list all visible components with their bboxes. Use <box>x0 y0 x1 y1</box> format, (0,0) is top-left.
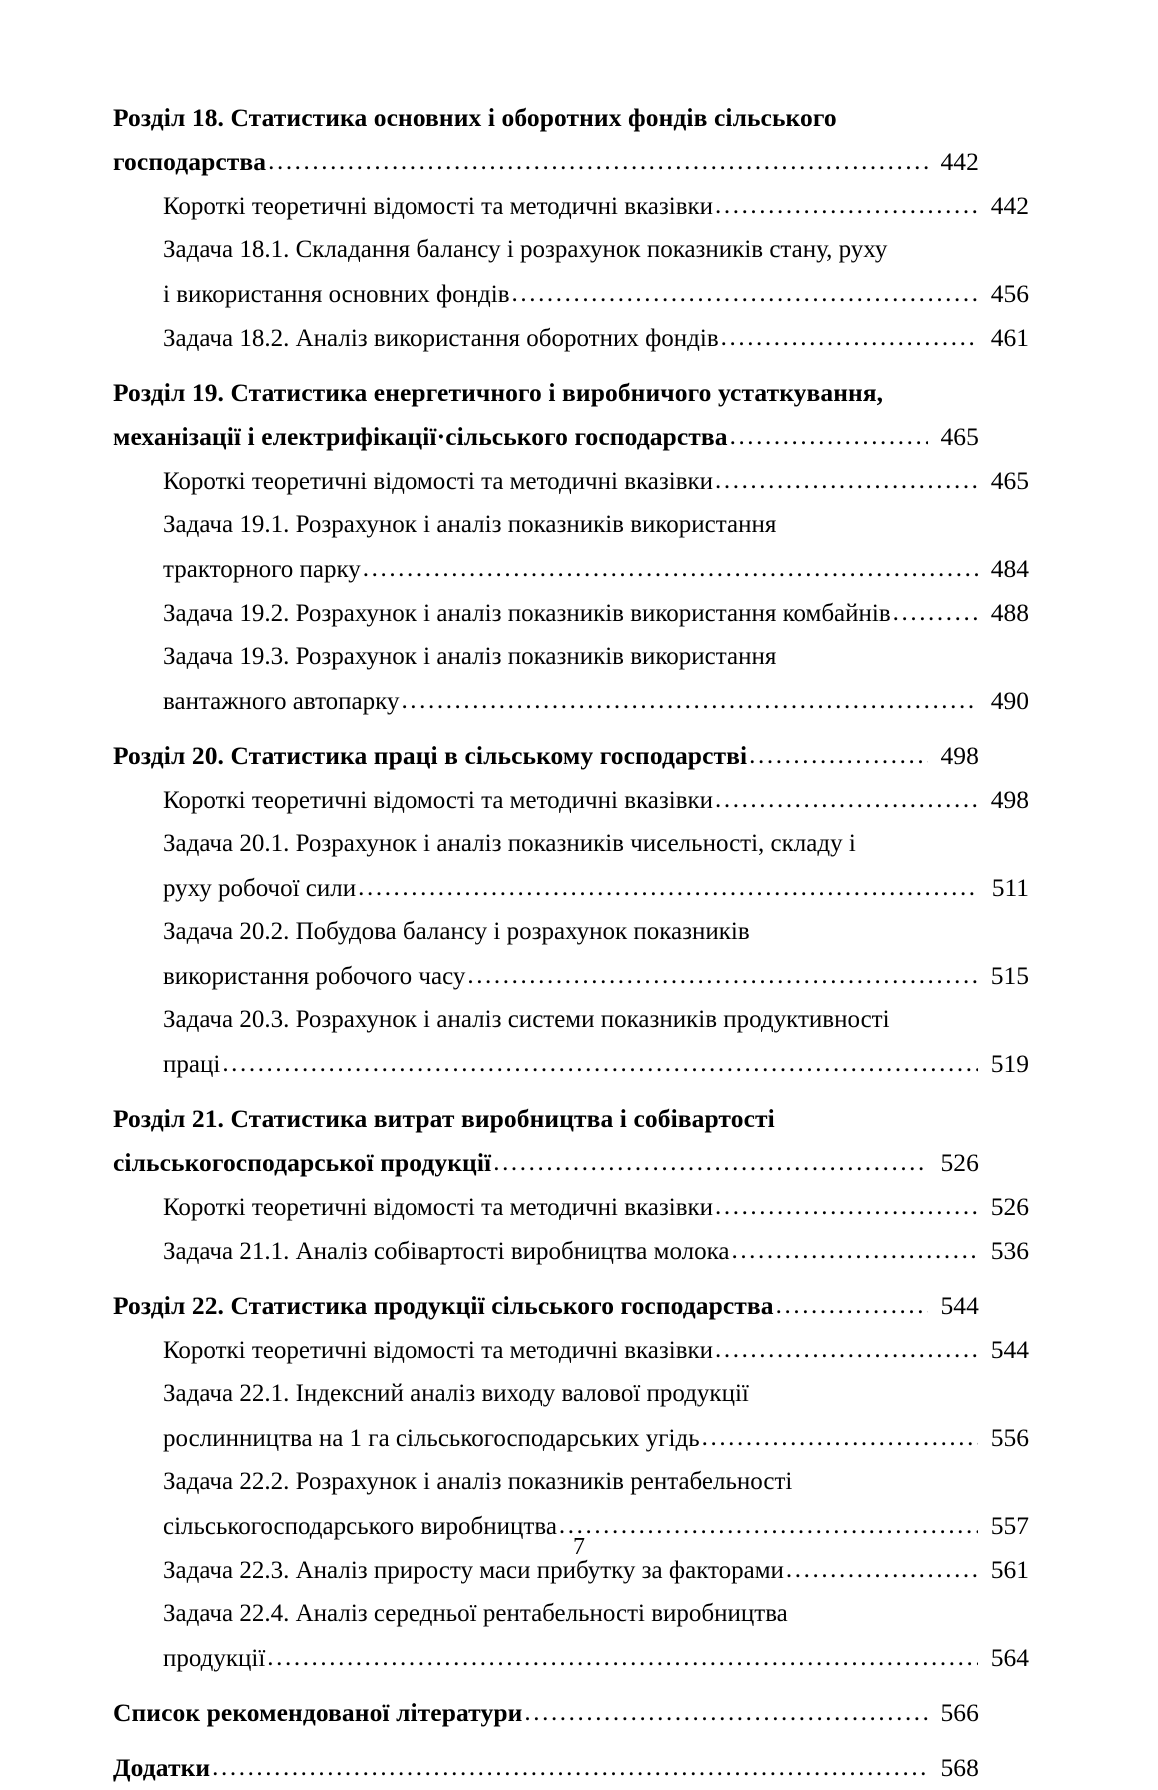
toc-entry-line <box>163 1592 1029 1636</box>
toc-page-number: 544 <box>990 1335 1029 1364</box>
toc-entry-title: руху робочої сили <box>163 875 357 902</box>
toc-entry-title: Задача 18.2. Аналіз використання оборотних фондів <box>163 325 719 352</box>
dot-leader <box>715 184 978 228</box>
toc-entry-title: Задача 18.1. Складання балансу і розрахунок показників стану, руху <box>163 236 888 263</box>
toc-subsection-entry[interactable] <box>113 998 1029 1086</box>
toc-entry-line <box>163 778 1029 822</box>
toc-entry-line <box>163 1460 1029 1504</box>
toc-entry-title: Задача 22.1. Індексний аналіз виходу валової продукції <box>163 1380 749 1407</box>
toc-entry-title: тракторного парку <box>163 556 361 583</box>
toc-page-number: 544 <box>940 1291 979 1320</box>
dot-leader <box>524 1691 928 1735</box>
dot-leader <box>358 866 978 910</box>
toc-page-number: 566 <box>940 1698 979 1727</box>
toc-subsection-entry[interactable] <box>113 591 1029 635</box>
toc-page-number: 564 <box>990 1643 1029 1672</box>
toc-entry-title: сільськогосподарської продукції <box>113 1148 492 1177</box>
toc-page-number: 568 <box>940 1753 979 1782</box>
toc-entry-line <box>113 415 979 459</box>
toc-subsection-entry[interactable] <box>113 1592 1029 1680</box>
toc-page-number: 556 <box>990 1423 1029 1452</box>
toc-entry-title: Розділ 22. Статистика продукції сільського господарства <box>113 1291 774 1320</box>
toc-subsection-entry[interactable] <box>113 503 1029 591</box>
toc-entry-title: Короткі теоретичні відомості та методичні вказівки <box>163 468 714 495</box>
toc-entry-line <box>113 1284 979 1328</box>
toc-entry-line <box>163 1229 1029 1273</box>
dot-leader <box>715 1328 978 1372</box>
dot-leader <box>212 1746 928 1790</box>
toc-entry-line <box>163 998 1029 1042</box>
toc-entry-line <box>113 1691 979 1735</box>
dot-leader <box>749 734 928 778</box>
toc-entry-line <box>163 316 1029 360</box>
toc-entry-title: Задача 22.4. Аналіз середньої рентабельності виробництва <box>163 1600 788 1627</box>
toc-subsection-entry[interactable] <box>113 1328 1029 1372</box>
toc-entry-title: Задача 19.2. Розрахунок і аналіз показників використання комбайнів <box>163 600 891 627</box>
toc-page-number: 557 <box>990 1511 1029 1540</box>
toc-subsection-entry[interactable] <box>113 778 1029 822</box>
toc-section-entry[interactable] <box>113 734 979 778</box>
toc-page-number: 461 <box>990 323 1029 352</box>
toc-entry-title: Короткі теоретичні відомості та методичні вказівки <box>163 787 714 814</box>
toc-page-number: 561 <box>990 1555 1029 1584</box>
toc-page-number: 519 <box>990 1049 1029 1078</box>
toc-entry-title: Короткі теоретичні відомості та методичні вказівки <box>163 193 714 220</box>
toc-entry-title: використання робочого часу <box>163 963 466 990</box>
toc-section-entry[interactable] <box>113 1097 979 1185</box>
toc-section-entry[interactable] <box>113 1691 979 1735</box>
toc-page-number: 526 <box>990 1192 1029 1221</box>
toc-page-number: 442 <box>940 147 979 176</box>
toc-entry-title: Розділ 21. Статистика витрат виробництва і собівартості <box>113 1104 775 1133</box>
toc-subsection-entry[interactable] <box>113 228 1029 316</box>
toc-subsection-entry[interactable] <box>113 1229 1029 1273</box>
toc-page-number: 456 <box>990 279 1029 308</box>
toc-page-number: 536 <box>990 1236 1029 1265</box>
toc-page-number: 465 <box>940 422 979 451</box>
toc-entry-title: Задача 20.3. Розрахунок і аналіз системи показників продуктивності <box>163 1006 890 1033</box>
toc-subsection-entry[interactable] <box>113 1185 1029 1229</box>
dot-leader <box>267 1636 978 1680</box>
dot-leader <box>721 316 978 360</box>
toc-page-number: 498 <box>990 785 1029 814</box>
toc-subsection-entry[interactable] <box>113 822 1029 910</box>
toc-entry-line <box>113 734 979 778</box>
toc-entry-title: господарства <box>113 147 267 176</box>
toc-page-number: 498 <box>940 741 979 770</box>
toc-entry-line <box>163 910 1029 954</box>
toc-page-number: 488 <box>990 598 1029 627</box>
dot-leader <box>715 1185 978 1229</box>
toc-subsection-entry[interactable] <box>113 184 1029 228</box>
toc-subsection-entry[interactable] <box>113 635 1029 723</box>
toc-entry-title: Задача 22.2. Розрахунок і аналіз показників рентабельності <box>163 1468 793 1495</box>
toc-entry-title: продукції <box>163 1645 266 1672</box>
toc-entry-line <box>163 1636 1029 1680</box>
toc-entry-title: рослинництва на 1 га сільськогосподарських угідь <box>163 1425 700 1452</box>
dot-leader <box>715 459 978 503</box>
toc-entry-line <box>163 272 1029 316</box>
toc-entry-line <box>113 1746 979 1790</box>
toc-entry-title: Задача 22.3. Аналіз приросту маси прибутку за факторами <box>163 1557 784 1584</box>
toc-entry-title: праці <box>163 1051 221 1078</box>
toc-section-entry[interactable] <box>113 96 979 184</box>
toc-entry-line <box>163 228 1029 272</box>
toc-entry-title: Задача 20.2. Побудова балансу і розрахунок показників <box>163 918 750 945</box>
toc-entry-line <box>113 140 979 184</box>
toc-page-number: 465 <box>990 466 1029 495</box>
toc-entry-title: Додатки <box>113 1753 211 1782</box>
dot-leader <box>512 272 978 316</box>
toc-entry-line <box>163 1372 1029 1416</box>
toc-entry-line <box>163 1328 1029 1372</box>
toc-subsection-entry[interactable] <box>113 910 1029 998</box>
toc-entry-title: сільськогосподарського виробництва <box>163 1513 557 1540</box>
dot-leader <box>731 1229 978 1273</box>
dot-leader <box>776 1284 928 1328</box>
toc-subsection-entry[interactable] <box>113 459 1029 503</box>
toc-page-number: 484 <box>990 554 1029 583</box>
dot-leader <box>467 954 978 998</box>
toc-page-number: 490 <box>990 686 1029 715</box>
toc-entry-title: Список рекомендованої літератури <box>113 1698 523 1727</box>
dot-leader <box>730 415 928 459</box>
toc-subsection-entry[interactable] <box>113 316 1029 360</box>
toc-entry-title: Розділ 19. Статистика енергетичного і виробничого устаткування, <box>113 378 884 407</box>
toc-entry-title: Задача 19.1. Розрахунок і аналіз показників використання <box>163 511 777 538</box>
toc-subsection-entry[interactable] <box>113 1372 1029 1460</box>
toc-entry-line <box>163 635 1029 679</box>
toc-entry-line <box>163 547 1029 591</box>
toc-entry-line <box>163 822 1029 866</box>
toc-section-entry[interactable] <box>113 1746 979 1790</box>
toc-page-number: 526 <box>940 1148 979 1177</box>
toc-entry-line <box>163 1416 1029 1460</box>
dot-leader <box>401 679 978 723</box>
toc-entry-title: Задача 19.3. Розрахунок і аналіз показників використання <box>163 643 777 670</box>
toc-entry-line <box>113 1097 979 1141</box>
toc-page-number: 511 <box>991 873 1029 902</box>
toc-entry-title: Задача 21.1. Аналіз собівартості виробництва молока <box>163 1238 730 1265</box>
toc-entry-line <box>163 591 1029 635</box>
toc-page-number: 442 <box>990 191 1029 220</box>
toc-entry-line <box>163 1042 1029 1086</box>
toc-entry-title: Короткі теоретичні відомості та методичні вказівки <box>163 1337 714 1364</box>
dot-leader <box>493 1141 928 1185</box>
toc-entry-title: механізації і електрифікації·сільського господарства <box>113 422 728 451</box>
toc-entry-title: вантажного автопарку <box>163 688 400 715</box>
toc-entry-title: Задача 20.1. Розрахунок і аналіз показників чисельності, складу і <box>163 830 856 857</box>
toc-section-entry[interactable] <box>113 1284 979 1328</box>
toc-entry-line <box>113 96 979 140</box>
toc-entry-line <box>163 184 1029 228</box>
toc-entry-line <box>163 954 1029 998</box>
toc-entry-line <box>163 1185 1029 1229</box>
toc-entry-title: Розділ 20. Статистика праці в сільському господарстві <box>113 741 748 770</box>
toc-entry-line <box>163 503 1029 547</box>
toc-entry-title: і використання основних фондів <box>163 281 510 308</box>
toc-entry-line <box>113 371 979 415</box>
toc-entry-line <box>163 679 1029 723</box>
dot-leader <box>268 140 928 184</box>
toc-entry-line <box>163 459 1029 503</box>
dot-leader <box>363 547 978 591</box>
toc-entry-title: Розділ 18. Статистика основних і оборотних фондів сільського <box>113 103 837 132</box>
dot-leader <box>715 778 978 822</box>
dot-leader <box>702 1416 978 1460</box>
toc-page-number: 515 <box>990 961 1029 990</box>
toc-entry-title: Короткі теоретичні відомості та методичні вказівки <box>163 1194 714 1221</box>
dot-leader <box>222 1042 978 1086</box>
toc-section-entry[interactable] <box>113 371 979 459</box>
toc-entry-line <box>163 866 1029 910</box>
dot-leader <box>893 591 978 635</box>
footer-page-number: 7 <box>573 1534 585 1560</box>
toc-entry-line <box>113 1141 979 1185</box>
